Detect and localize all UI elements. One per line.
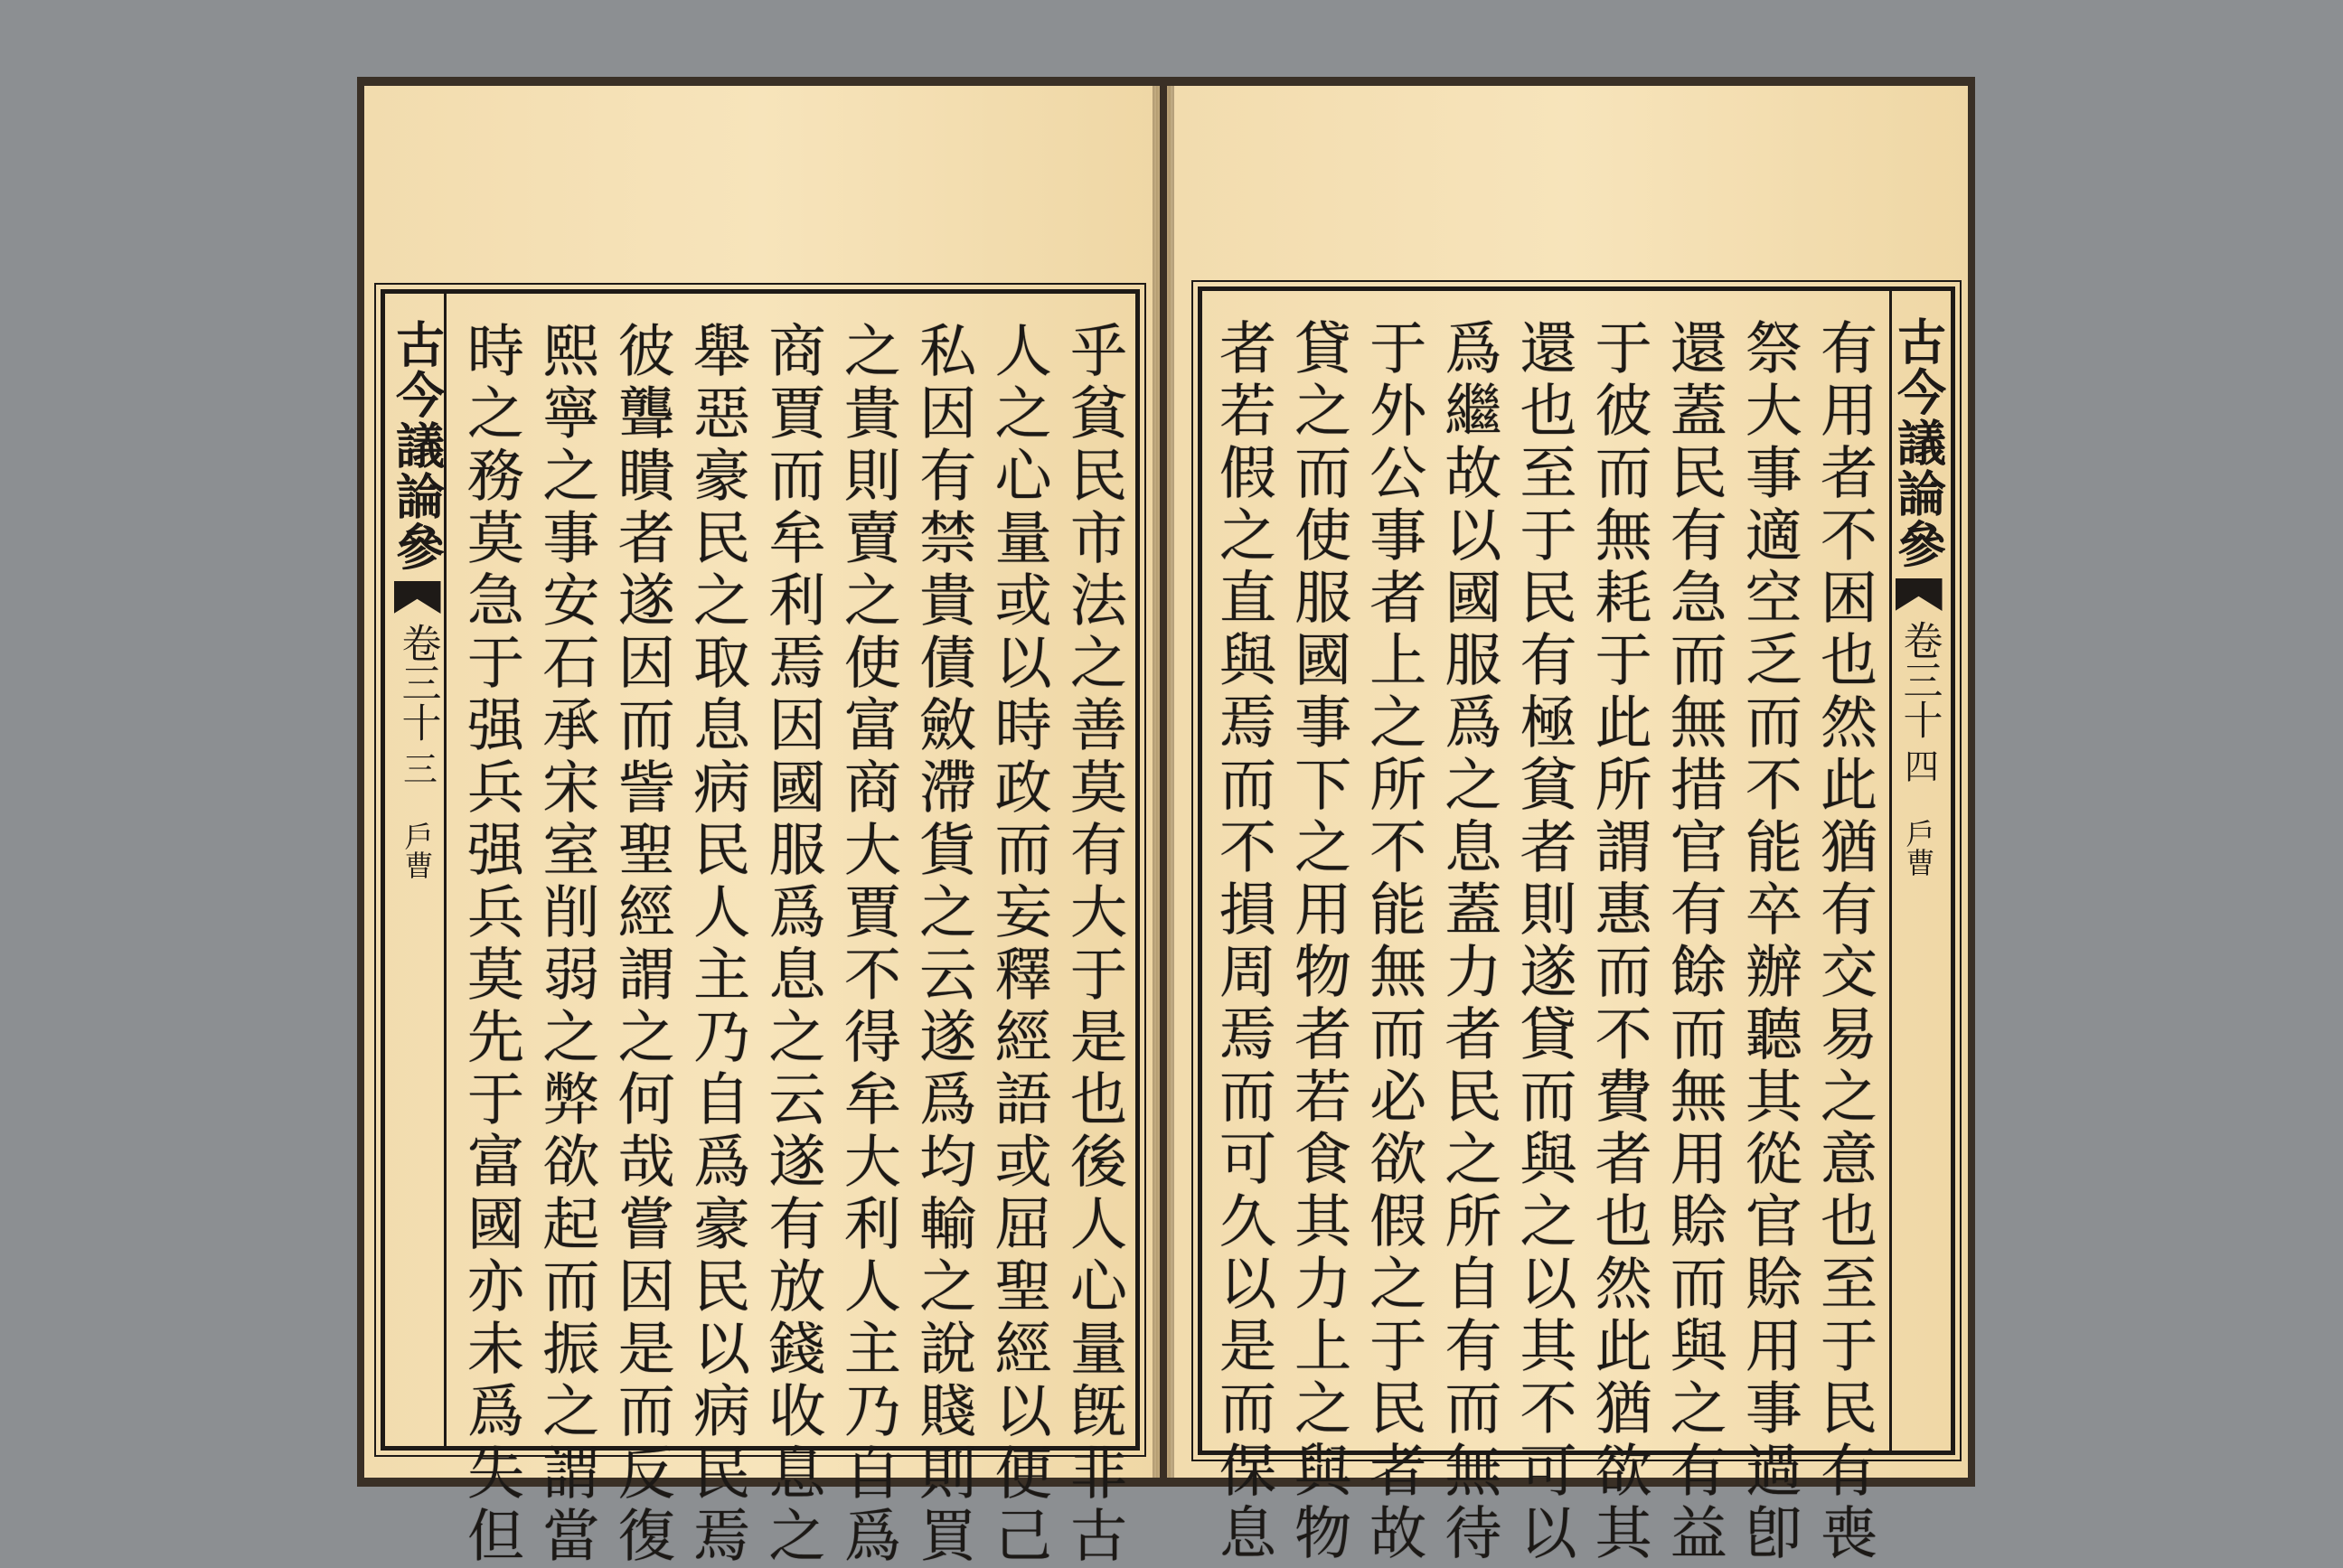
book-title: 古今議論參 xyxy=(388,319,447,572)
text-column: 之貴則賣之使富商大賈不得牟大利人主乃自爲 xyxy=(834,321,901,1568)
text-column: 還蓋民有急而無措官有餘而無用賒而與之有益 xyxy=(1661,318,1727,1565)
left-page-frame xyxy=(381,289,1140,1568)
text-column: 乎貧民市法之善莫有大于是也後人心量旣非古 xyxy=(1061,321,1127,1568)
book-gutter xyxy=(1153,86,1174,1478)
section-name: 戶曹 xyxy=(1901,819,1936,877)
book-title: 古今議論參 xyxy=(1889,316,1948,569)
text-column: 還也至于民有極貧者則遂貸而與之以其不可以 xyxy=(1510,318,1577,1565)
fishtail-mark xyxy=(1896,578,1943,611)
text-column: 熙寧之事安石承宋室削弱之弊欲起而振之謂當 xyxy=(533,321,600,1568)
fishtail-mark xyxy=(394,581,441,614)
section-name: 戶曹 xyxy=(400,822,435,879)
text-column: 人之心量或以時政而妄釋經語或屈聖經以便己 xyxy=(985,321,1052,1568)
text-column: 爲繼故以國服爲之息蓋力者民之所自有而無待 xyxy=(1435,318,1502,1565)
leaf-number: 三 xyxy=(397,751,438,785)
text-column: 商賈而牟利焉因國服爲息之云遂有放錢收息之 xyxy=(759,321,826,1568)
text-column: 者若假之直與焉而不損周焉而可久以是而保息 xyxy=(1210,318,1276,1565)
right-text-block xyxy=(1210,318,1877,1565)
volume-number: 卷三十 xyxy=(1896,620,1943,739)
text-column: 彼聾瞶者遂因而訾聖經謂之何哉嘗因是而反復 xyxy=(608,321,675,1568)
text-column: 于彼而無耗于此所謂惠而不費者也然此猶欲其 xyxy=(1586,318,1652,1565)
text-column: 時之務莫急于强兵强兵莫先于富國亦未爲失但 xyxy=(458,321,524,1568)
text-column: 貸之而使服國事下之用物者若食其力上之與物 xyxy=(1285,318,1352,1565)
text-column: 于外公事者上之所不能無而必欲假之于民者故 xyxy=(1360,318,1427,1565)
text-column: 私因有禁貴債斂滯貨之云遂爲均輸之說賤則買 xyxy=(910,321,977,1568)
right-page-frame xyxy=(1198,286,1955,1565)
left-text-block xyxy=(458,321,1127,1568)
right-center-strip xyxy=(1889,291,1948,1451)
text-column: 舉惡豪民之取息病民人主乃自爲豪民以病民焉 xyxy=(684,321,751,1568)
open-book xyxy=(357,77,1975,1568)
leaf-number: 四 xyxy=(1898,748,1939,783)
left-center-strip xyxy=(390,294,447,1446)
left-page xyxy=(364,86,1160,1568)
text-column: 有用者不困也然此猶有交易之意也至于民有喪 xyxy=(1811,318,1877,1565)
volume-number: 卷三十 xyxy=(394,623,441,742)
right-page xyxy=(1167,86,1968,1565)
text-column: 祭大事適空乏而不能卒辦聽其從官賒用事過卽 xyxy=(1736,318,1802,1565)
